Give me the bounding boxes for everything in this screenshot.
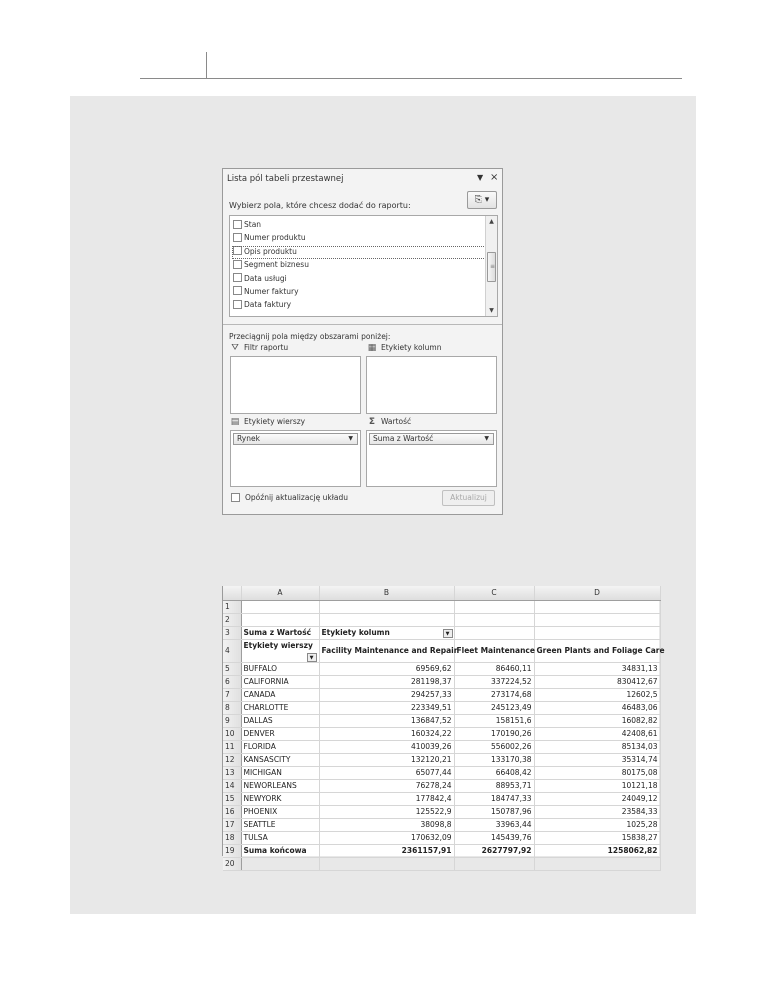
value-cell[interactable]: 245123,49 [454, 701, 534, 714]
value-cell[interactable]: 158151,6 [454, 714, 534, 727]
table-row [223, 740, 660, 753]
value-cell[interactable]: 273174,68 [454, 688, 534, 701]
row-header[interactable]: 8 [223, 701, 241, 714]
table-row [223, 639, 660, 662]
row-label-cell[interactable]: FLORIDA [241, 740, 319, 753]
value-cell[interactable]: 281198,37 [319, 675, 454, 688]
field-label: Numer produktu [244, 233, 306, 243]
column-labels-label: Etykiety kolumn [381, 343, 442, 352]
sigma-icon: Σ [368, 417, 376, 427]
field-list-scrollbar[interactable] [485, 216, 497, 316]
panel-title: Lista pól tabeli przestawnej [227, 174, 344, 184]
row-header[interactable]: 17 [223, 818, 241, 831]
field-list-item[interactable] [232, 245, 486, 258]
table-row [223, 600, 660, 613]
table-row [223, 766, 660, 779]
row-label-cell[interactable]: NEWORLEANS [241, 779, 319, 792]
value-cell[interactable]: 38098,8 [319, 818, 454, 831]
value-cell[interactable]: 66408,42 [454, 766, 534, 779]
row-header[interactable]: 1 [223, 600, 241, 613]
value-cell[interactable]: 337224,52 [454, 675, 534, 688]
value-cell[interactable]: 160324,22 [319, 727, 454, 740]
value-cell[interactable]: 170190,26 [454, 727, 534, 740]
column-labels-area[interactable] [366, 356, 497, 414]
table-row [223, 831, 660, 844]
value-cell[interactable]: 23584,33 [534, 805, 660, 818]
table-row [223, 626, 660, 639]
row-header[interactable]: 16 [223, 805, 241, 818]
cell[interactable] [534, 857, 660, 870]
row-label-cell[interactable]: BUFFALO [241, 662, 319, 675]
row-labels-header [229, 417, 305, 427]
table-row [223, 753, 660, 766]
value-cell[interactable]: 15838,27 [534, 831, 660, 844]
row-label-cell[interactable]: CHARLOTTE [241, 701, 319, 714]
row-header[interactable]: 3 [223, 626, 241, 639]
value-cell[interactable]: 65077,44 [319, 766, 454, 779]
scroll-up-icon[interactable]: ▲ [489, 218, 494, 225]
cell[interactable] [241, 857, 319, 870]
field-label: Segment biznesu [244, 260, 309, 270]
report-filter-label: Filtr raportu [244, 343, 289, 352]
row-header[interactable]: 4 [223, 639, 241, 662]
column-header-c[interactable]: C [454, 586, 534, 600]
cell[interactable] [241, 613, 319, 626]
row-label-cell[interactable]: PHOENIX [241, 805, 319, 818]
value-cell[interactable]: 136847,52 [319, 714, 454, 727]
field-checkbox[interactable] [233, 286, 242, 295]
table-row [223, 779, 660, 792]
value-field-dropdown-icon[interactable]: ▼ [484, 435, 489, 442]
select-all-corner[interactable] [223, 586, 241, 600]
row-label-cell[interactable]: DENVER [241, 727, 319, 740]
scroll-thumb[interactable]: ≡ [487, 252, 496, 282]
cell[interactable] [534, 600, 660, 613]
row-label-cell[interactable]: NEWYORK [241, 792, 319, 805]
field-checkbox[interactable] [233, 300, 242, 309]
value-cell[interactable]: 132120,21 [319, 753, 454, 766]
grand-total-label[interactable]: Suma końcowa [241, 844, 319, 857]
row-grid-icon: ▤ [230, 417, 240, 427]
field-list [232, 218, 486, 312]
column-header-d[interactable]: D [534, 586, 660, 600]
table-row [223, 727, 660, 740]
row-label-cell[interactable]: KANSASCITY [241, 753, 319, 766]
cell[interactable] [241, 600, 319, 613]
row-header[interactable]: 11 [223, 740, 241, 753]
row-labels-caption-text: Etykiety wierszy [243, 640, 313, 650]
table-row [223, 792, 660, 805]
table-row [223, 613, 660, 626]
row-label-cell[interactable]: CANADA [241, 688, 319, 701]
column-heading-green-plants[interactable]: Green Plants and Foliage Care [534, 639, 660, 662]
scroll-down-icon[interactable]: ▼ [489, 307, 494, 314]
value-cell[interactable]: 133170,38 [454, 753, 534, 766]
row-header[interactable]: 2 [223, 613, 241, 626]
field-checkbox[interactable] [233, 260, 242, 269]
field-checkbox[interactable] [233, 233, 242, 242]
row-labels-label: Etykiety wierszy [244, 417, 306, 426]
table-row [223, 701, 660, 714]
column-heading-fleet[interactable]: Fleet Maintenance [454, 639, 534, 662]
value-cell[interactable]: 88953,71 [454, 779, 534, 792]
values-header [366, 417, 411, 427]
cell[interactable] [445, 626, 534, 639]
column-filter-dropdown-icon[interactable]: ▼ [443, 629, 453, 638]
pivot-table-grid [223, 586, 665, 871]
header-rule [140, 78, 682, 79]
cell[interactable] [454, 600, 534, 613]
value-cell[interactable]: 410039,26 [319, 740, 454, 753]
field-label: Stan [244, 220, 262, 229]
column-labels-header [366, 343, 441, 353]
cell[interactable] [534, 626, 660, 639]
field-list-item[interactable] [232, 285, 486, 298]
value-cell[interactable]: 223349,51 [319, 701, 454, 714]
header-divider-tick [206, 52, 207, 79]
value-cell[interactable]: 24049,12 [534, 792, 660, 805]
value-cell[interactable]: 33963,44 [454, 818, 534, 831]
value-cell[interactable]: 150787,96 [454, 805, 534, 818]
row-field-label: Rynek [237, 434, 260, 443]
row-field-pill[interactable] [233, 433, 358, 445]
panel-separator [223, 324, 502, 325]
table-row [223, 688, 660, 701]
row-header[interactable]: 5 [223, 662, 241, 675]
field-label: Opis produktu [244, 246, 297, 256]
value-cell[interactable]: 125522,9 [319, 805, 454, 818]
row-header[interactable]: 14 [223, 779, 241, 792]
cell[interactable] [454, 857, 534, 870]
row-labels-caption[interactable] [241, 639, 319, 662]
grand-total-value[interactable]: 2627797,92 [454, 844, 534, 857]
panel-options-dropdown-icon[interactable]: ▼ [477, 173, 484, 182]
field-list-item[interactable] [232, 272, 486, 285]
pivot-value-caption[interactable]: Suma z Wartość [241, 626, 319, 639]
value-cell[interactable]: 294257,33 [319, 688, 454, 701]
value-cell[interactable]: 556002,26 [454, 740, 534, 753]
cell[interactable] [319, 857, 454, 870]
field-label: Data faktury [244, 300, 292, 310]
value-cell[interactable]: 177842,4 [319, 792, 454, 805]
value-field-pill[interactable] [369, 433, 494, 445]
value-cell[interactable]: 16082,82 [534, 714, 660, 727]
field-label: Data usługi [244, 273, 287, 283]
row-label-cell[interactable]: SEATTLE [241, 818, 319, 831]
value-cell[interactable]: 10121,18 [534, 779, 660, 792]
row-label-cell[interactable]: DALLAS [241, 714, 319, 727]
row-header[interactable]: 6 [223, 675, 241, 688]
row-filter-dropdown-icon[interactable]: ▼ [307, 653, 317, 662]
row-labels-area[interactable] [230, 430, 361, 487]
field-checkbox[interactable] [233, 246, 242, 255]
row-header[interactable]: 10 [223, 727, 241, 740]
value-cell[interactable]: 12602,5 [534, 688, 660, 701]
value-cell[interactable]: 184747,33 [454, 792, 534, 805]
column-labels-caption[interactable] [319, 626, 454, 639]
value-cell[interactable]: 86460,11 [454, 662, 534, 675]
value-cell[interactable]: 80175,08 [534, 766, 660, 779]
value-cell[interactable]: 46483,06 [534, 701, 660, 714]
row-header[interactable]: 20 [223, 857, 241, 870]
field-layout-button[interactable]: ⎘ ▾ [467, 191, 497, 209]
field-list-item[interactable] [232, 218, 486, 231]
choose-fields-label: Wybierz pola, które chcesz dodać do raportu: [229, 201, 411, 210]
row-label-cell[interactable]: CALIFORNIA [241, 675, 319, 688]
column-heading-facility[interactable]: Facility Maintenance and Repair [319, 639, 454, 662]
value-cell[interactable]: 35314,74 [534, 753, 660, 766]
update-button[interactable]: Aktualizuj [442, 490, 495, 506]
field-checkbox[interactable] [233, 273, 242, 282]
column-labels-caption-text: Etykiety kolumn [321, 627, 390, 637]
field-list-item[interactable] [232, 258, 486, 271]
table-row [223, 818, 660, 831]
report-filter-header [229, 343, 288, 353]
spreadsheet [222, 586, 665, 868]
column-header-row [223, 586, 660, 600]
table-row [223, 805, 660, 818]
row-label-cell[interactable]: MICHIGAN [241, 766, 319, 779]
defer-update-label: Opóźnij aktualizację układu [245, 493, 348, 502]
table-row [223, 675, 660, 688]
column-header-b[interactable]: B [319, 586, 454, 600]
values-label: Wartość [381, 417, 412, 426]
row-field-dropdown-icon[interactable]: ▼ [348, 435, 353, 442]
cell[interactable] [319, 613, 454, 626]
defer-update-checkbox[interactable] [231, 493, 240, 502]
value-cell[interactable]: 42408,61 [534, 727, 660, 740]
values-area[interactable] [366, 430, 497, 487]
grand-total-value[interactable]: 1258062,82 [534, 844, 660, 857]
row-header[interactable]: 19 [223, 844, 241, 857]
value-field-label: Suma z Wartość [373, 434, 434, 443]
column-grid-icon: ▦ [367, 343, 377, 353]
field-checkbox[interactable] [233, 220, 242, 229]
field-label: Numer faktury [244, 286, 299, 296]
grand-total-value[interactable]: 2361157,91 [319, 844, 454, 857]
cell[interactable] [534, 613, 660, 626]
value-cell[interactable]: 1025,28 [534, 818, 660, 831]
row-header[interactable]: 9 [223, 714, 241, 727]
value-cell[interactable]: 170632,09 [319, 831, 454, 844]
drag-fields-label: Przeciągnij pola między obszarami poniżej: [229, 332, 391, 341]
value-cell[interactable]: 145439,76 [454, 831, 534, 844]
filter-icon: ⛛ [231, 343, 239, 353]
column-header-a[interactable]: A [241, 586, 319, 600]
field-list-box [229, 215, 498, 317]
defer-update-option[interactable] [230, 493, 348, 503]
cell[interactable] [454, 613, 534, 626]
panel-close-icon[interactable]: × [490, 172, 499, 183]
table-row [223, 857, 660, 870]
row-label-cell[interactable]: TULSA [241, 831, 319, 844]
grand-total-row [223, 844, 660, 857]
field-list-item[interactable] [232, 298, 486, 311]
table-row [223, 662, 660, 675]
cell[interactable] [319, 600, 454, 613]
row-header[interactable]: 13 [223, 766, 241, 779]
value-cell[interactable]: 69569,62 [319, 662, 454, 675]
row-header[interactable]: 12 [223, 753, 241, 766]
pivot-field-list-panel [222, 168, 503, 515]
value-cell[interactable]: 830412,67 [534, 675, 660, 688]
report-filter-area[interactable] [230, 356, 361, 414]
field-list-item[interactable] [232, 231, 486, 244]
value-cell[interactable]: 85134,03 [534, 740, 660, 753]
value-cell[interactable]: 34831,13 [534, 662, 660, 675]
row-header[interactable]: 18 [223, 831, 241, 844]
value-cell[interactable]: 76278,24 [319, 779, 454, 792]
row-header[interactable]: 7 [223, 688, 241, 701]
row-header[interactable]: 15 [223, 792, 241, 805]
table-row [223, 714, 660, 727]
